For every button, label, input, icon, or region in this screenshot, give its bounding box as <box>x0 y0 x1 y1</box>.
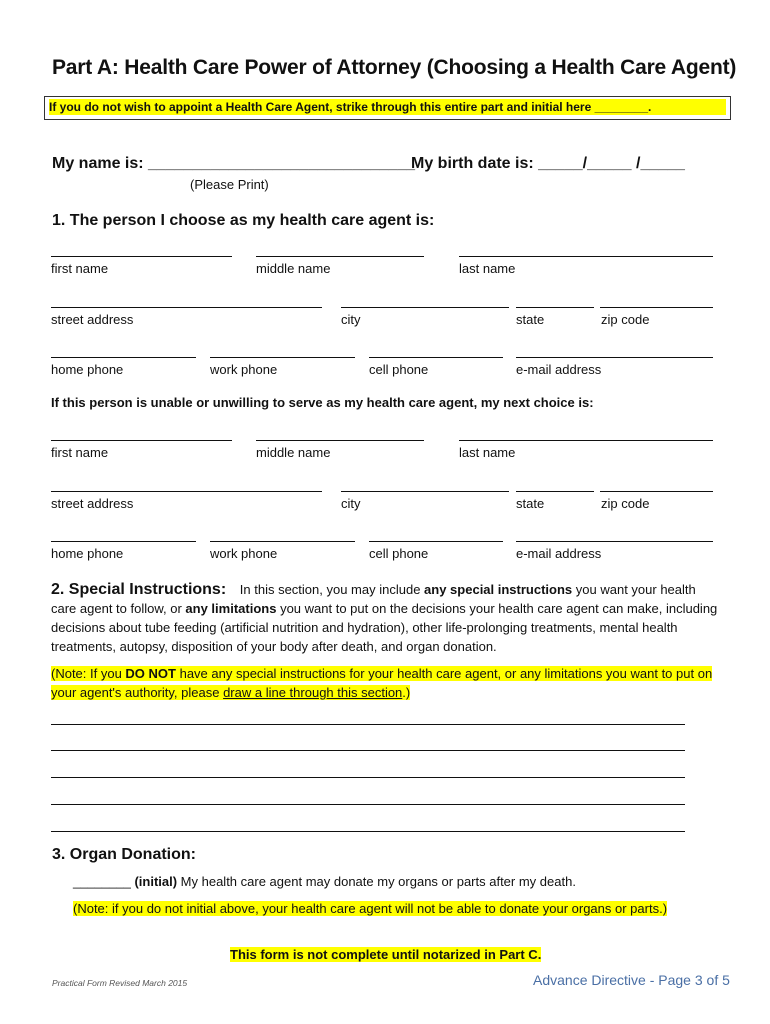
agent2-middle-name-field[interactable] <box>256 440 424 441</box>
agent1-home-phone-field[interactable] <box>51 357 196 358</box>
initial-label: (initial) <box>130 874 178 889</box>
section3-heading: 3. Organ Donation: <box>52 846 196 863</box>
first-name-label: first name <box>51 445 109 460</box>
agent1-state-field[interactable] <box>516 307 594 308</box>
middle-name-label: middle name <box>256 261 331 276</box>
agent2-last-name-field[interactable] <box>459 440 713 441</box>
organ-donation-text: My health care agent may donate my organs or parts after my death. <box>177 874 576 889</box>
agent2-home-phone-field[interactable] <box>51 541 196 542</box>
section2-bold-text: any special instructions <box>424 582 573 597</box>
agent1-email-field[interactable] <box>516 357 713 358</box>
note-text: .) <box>402 685 411 700</box>
agent2-street-field[interactable] <box>51 491 322 492</box>
instruction-line[interactable] <box>51 831 685 832</box>
print-hint: (Please Print) <box>190 177 269 192</box>
work-phone-label: work phone <box>210 546 278 561</box>
street-label: street address <box>51 312 134 327</box>
instruction-line[interactable] <box>51 724 685 725</box>
cell-phone-label: cell phone <box>369 546 429 561</box>
agent2-cell-phone-field[interactable] <box>369 541 503 542</box>
page-title: Part A: Health Care Power of Attorney (Choosing a Health Care Agent) <box>52 56 737 79</box>
instruction-line[interactable] <box>51 750 685 751</box>
section2-bold-text: any limitations <box>185 601 277 616</box>
initial-blank[interactable]: ________ <box>73 874 131 889</box>
name-field-label[interactable]: My name is: ______________________________ <box>52 155 415 172</box>
agent1-last-name-field[interactable] <box>459 256 713 257</box>
middle-name-label: middle name <box>256 445 331 460</box>
agent1-cell-phone-field[interactable] <box>369 357 503 358</box>
agent1-middle-name-field[interactable] <box>256 256 424 257</box>
cell-phone-label: cell phone <box>369 362 429 377</box>
home-phone-label: home phone <box>51 546 124 561</box>
last-name-label: last name <box>459 261 516 276</box>
organ-donation-note <box>73 901 667 916</box>
agent2-state-field[interactable] <box>516 491 594 492</box>
section2-text: you want to put on the decisions your health care agent can make, including decisions about tube feeding (artificial nutrition and hydration), other life-prolonging treatments, mental health treatments, autopsy, disposition of your body after death, and organ donation. <box>51 601 718 654</box>
note-text: (Note: If you <box>51 666 126 681</box>
first-name-label: first name <box>51 261 109 276</box>
city-label: city <box>341 496 361 511</box>
agent1-work-phone-field[interactable] <box>210 357 355 358</box>
agent2-email-field[interactable] <box>516 541 713 542</box>
note-bold-text: DO NOT <box>125 666 176 681</box>
organ-donation-initial-line[interactable] <box>73 874 576 889</box>
footer-page-number: Advance Directive - Page 3 of 5 <box>533 972 730 988</box>
strike-notice-box <box>44 96 731 120</box>
last-name-label: last name <box>459 445 516 460</box>
special-instructions-paragraph <box>51 580 721 656</box>
next-choice-text: If this person is unable or unwilling to serve as my health care agent, my next choice is: <box>51 395 594 410</box>
agent2-first-name-field[interactable] <box>51 440 232 441</box>
agent2-city-field[interactable] <box>341 491 509 492</box>
zip-label: zip code <box>601 496 650 511</box>
note-underlined-text: draw a line through this section <box>223 685 403 700</box>
email-label: e-mail address <box>516 546 602 561</box>
instruction-line[interactable] <box>51 777 685 778</box>
agent2-zip-field[interactable] <box>600 491 713 492</box>
strike-notice: If you do not wish to appoint a Health Care Agent, strike through this entire part and initial here ________. <box>49 99 726 115</box>
agent1-first-name-field[interactable] <box>51 256 232 257</box>
city-label: city <box>341 312 361 327</box>
agent1-city-field[interactable] <box>341 307 509 308</box>
street-label: street address <box>51 496 134 511</box>
footer-revision: Practical Form Revised March 2015 <box>52 978 188 988</box>
agent1-zip-field[interactable] <box>600 307 713 308</box>
section2-heading: 2. Special Instructions: <box>51 581 227 598</box>
home-phone-label: home phone <box>51 362 124 377</box>
agent2-work-phone-field[interactable] <box>210 541 355 542</box>
instruction-line[interactable] <box>51 804 685 805</box>
notarize-text: This form is not complete until notarized in Part C. <box>230 947 542 962</box>
email-label: e-mail address <box>516 362 602 377</box>
birth-date-field-label[interactable]: My birth date is: _____/_____ /_____ <box>411 155 685 172</box>
section1-heading: 1. The person I choose as my health care agent is: <box>52 212 435 229</box>
state-label: state <box>516 496 545 511</box>
work-phone-label: work phone <box>210 362 278 377</box>
zip-label: zip code <box>601 312 650 327</box>
section2-text: you want your health care agent to follow, or <box>51 582 696 616</box>
organ-donation-note-text: (Note: if you do not initial above, your health care agent will not be able to donate your organs or parts.) <box>73 901 668 916</box>
agent1-street-field[interactable] <box>51 307 322 308</box>
notarize-notice <box>230 947 541 962</box>
section2-note <box>51 664 721 702</box>
state-label: state <box>516 312 545 327</box>
section2-text: In this section, you may include <box>239 582 425 597</box>
note-text: have any special instructions for your health care agent, or any limitations you want to put on your agent's authority, please <box>51 666 713 700</box>
